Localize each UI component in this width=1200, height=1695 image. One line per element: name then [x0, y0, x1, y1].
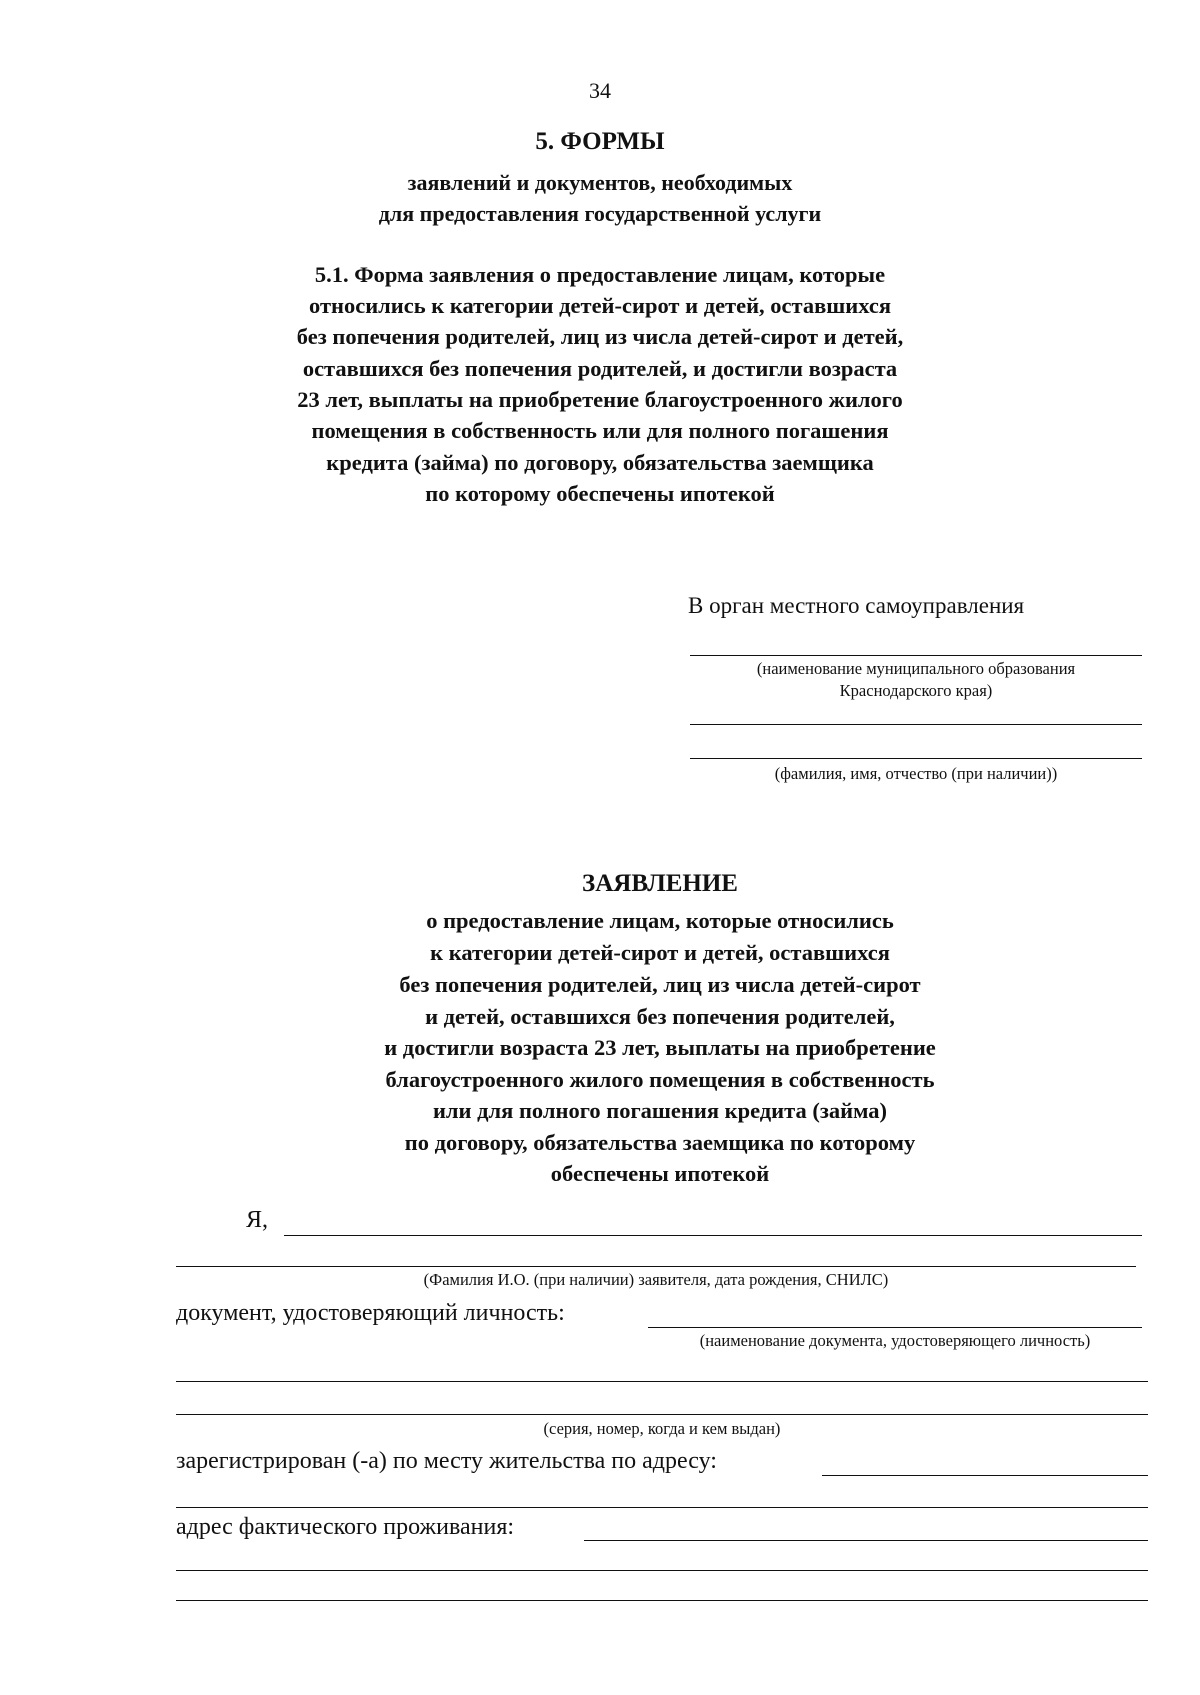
registered-label: зарегистрирован (-а) по месту жительства по адресу: — [176, 1448, 717, 1474]
municipality-extra-line — [690, 724, 1142, 725]
i-label: Я, — [246, 1207, 269, 1233]
municipality-name-line — [690, 655, 1142, 656]
applicant-name-field-2[interactable] — [176, 1266, 1136, 1267]
subsection-line: без попечения родителей, лиц из числа детей-сирот и детей, — [296, 324, 904, 349]
statement-line: обеспечены ипотекой — [550, 1161, 770, 1186]
id-series-field[interactable] — [176, 1381, 1148, 1382]
subsection-line: относились к категории детей-сирот и детей, оставшихся — [308, 293, 891, 318]
statement-line: к категории детей-сирот и детей, оставшихся — [430, 940, 890, 965]
subsection-line: по которому обеспечены ипотекой — [425, 481, 775, 506]
subsection-line: оставшихся без попечения родителей, и достигли возраста — [302, 356, 898, 381]
actual-address-field-2[interactable] — [176, 1570, 1148, 1571]
subsection-line: 23 лет, выплаты на приобретение благоустроенного жилого — [297, 387, 903, 412]
fio-caption: (фамилия, имя, отчество (при наличии)) — [774, 764, 1058, 783]
addressee-to: В орган местного самоуправления — [688, 593, 1025, 618]
fio-line — [690, 758, 1142, 759]
id-doc-caption: (наименование документа, удостоверяющего личность) — [699, 1331, 1091, 1350]
section-subtitle-line: для предоставления государственной услуги — [378, 201, 822, 226]
series-caption: (серия, номер, когда и кем выдан) — [543, 1419, 781, 1438]
id-doc-label: документ, удостоверяющий личность: — [176, 1300, 565, 1326]
subsection-line: 5.1. Форма заявления о предоставление лицам, которые — [314, 262, 886, 287]
statement-line: без попечения родителей, лиц из числа детей-сирот — [399, 972, 921, 997]
actual-address-field[interactable] — [584, 1540, 1148, 1541]
municipality-caption: Краснодарского края) — [839, 681, 993, 700]
section-subtitle-line: заявлений и документов, необходимых — [407, 170, 793, 195]
subsection-line: помещения в собственность или для полного погашения — [311, 418, 889, 443]
subsection-line: кредита (займа) по договору, обязательства заемщика — [326, 450, 874, 475]
statement-line: или для полного погашения кредита (займа) — [432, 1098, 888, 1123]
statement-line: и достигли возраста 23 лет, выплаты на приобретение — [384, 1035, 936, 1060]
statement-line: и детей, оставшихся без попечения родителей, — [425, 1004, 895, 1029]
registered-address-field[interactable] — [822, 1475, 1148, 1476]
registered-address-field-2[interactable] — [176, 1507, 1148, 1508]
actual-address-field-3[interactable] — [176, 1600, 1148, 1601]
section-title: 5. ФОРМЫ — [535, 128, 665, 155]
statement-title: ЗАЯВЛЕНИЕ — [582, 870, 738, 897]
applicant-name-field[interactable] — [284, 1235, 1142, 1236]
municipality-caption: (наименование муниципального образования — [756, 659, 1076, 678]
page-number: 34 — [589, 78, 611, 103]
applicant-caption: (Фамилия И.О. (при наличии) заявителя, дата рождения, СНИЛС) — [423, 1270, 889, 1289]
actual-address-label: адрес фактического проживания: — [176, 1514, 515, 1540]
statement-line: благоустроенного жилого помещения в собственность — [385, 1067, 935, 1092]
statement-line: о предоставление лицам, которые относились — [426, 908, 894, 933]
id-doc-field[interactable] — [648, 1327, 1142, 1328]
statement-line: по договору, обязательства заемщика по которому — [404, 1130, 916, 1155]
id-series-field-2[interactable] — [176, 1414, 1148, 1415]
